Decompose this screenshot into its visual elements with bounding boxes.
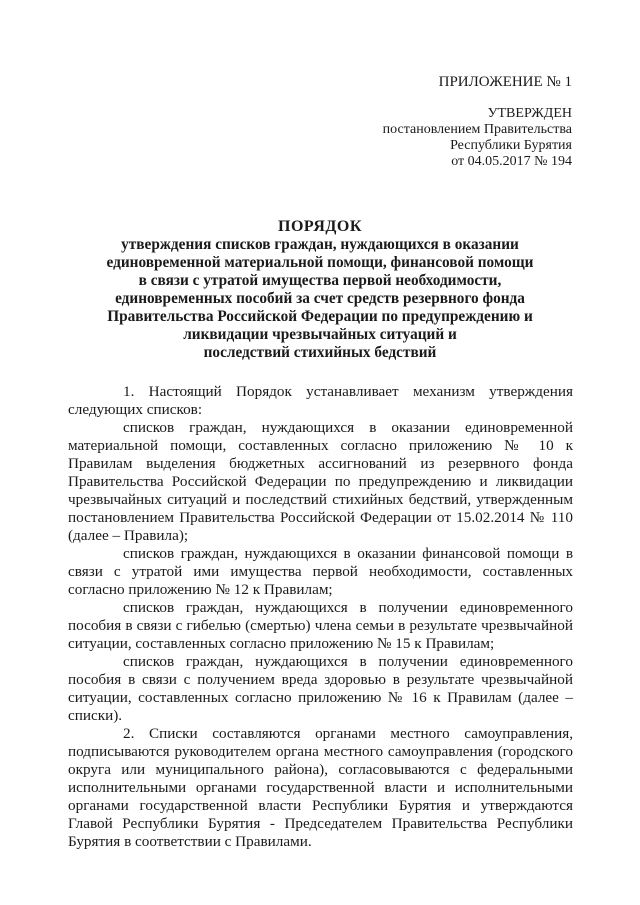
paragraph: списков граждан, нуждающихся в получении единовременного пособия в связи с гибелью (смертью) члена семьи в результате чрезвычайной ситуации, составленных согласно приложению № 15 к Правилам; [68,599,573,652]
appendix-number: ПРИЛОЖЕНИЕ № 1 [438,74,572,90]
title-main: ПОРЯДОК [278,218,362,235]
paragraph: списков граждан, нуждающихся в оказании единовременной материальной помощи, составленных согласно приложению № 10 к Правилам выделения бюджетных ассигнований из резервного фонда Правительства Российской Федерации по предупреждению и ликвидации чрезвычайных ситуаций и последствий стихийных бедствий, утвержденным постановлением Правительства Российской Федерации от 15.02.2014 № 110 (далее – Правила); [68,419,573,544]
approval-stamp [383,74,572,170]
approved-label: УТВЕРЖДЕН [487,106,572,121]
document-title [100,218,540,362]
paragraph: списков граждан, нуждающихся в получении единовременного пособия в связи с получением вреда здоровью в результате чрезвычайной ситуации, составленных согласно приложению № 16 к Правилам (далее – списки). [68,653,573,724]
title-line: утверждения списков граждан, нуждающихся в оказании [121,236,519,253]
approved-by-region: Республики Бурятия [450,138,572,153]
approval-date-number: от 04.05.2017 № 194 [451,154,572,169]
title-line: ликвидации чрезвычайных ситуаций и [183,326,457,343]
title-line: Правительства Российской Федерации по предупреждению и [107,308,533,325]
title-line: единовременной материальной помощи, финансовой помощи [106,254,534,271]
title-line: единовременных пособий за счет средств резервного фонда [115,290,525,307]
title-line: в связи с утратой имущества первой необходимости, [138,272,502,289]
approved-by-line: постановлением Правительства [382,122,572,137]
title-line: последствий стихийных бедствий [203,344,437,361]
paragraph: списков граждан, нуждающихся в оказании финансовой помощи в связи с утратой ими имущества первой необходимости, составленных согласно приложению № 12 к Правилам; [68,545,573,598]
document-body [68,383,573,851]
paragraph: 1. Настоящий Порядок устанавливает механизм утверждения следующих списков: [68,383,573,418]
paragraph: 2. Списки составляются органами местного самоуправления, подписываются руководителем органа местного самоуправления (городского округа или муниципального района), согласовываются с федеральными исполнительными органами государственной власти и исполнительными органами государственной власти Республики Бурятия и утверждаются Главой Республики Бурятия - Председателем Правительства Республики Бурятия в соответствии с Правилами. [68,725,573,850]
